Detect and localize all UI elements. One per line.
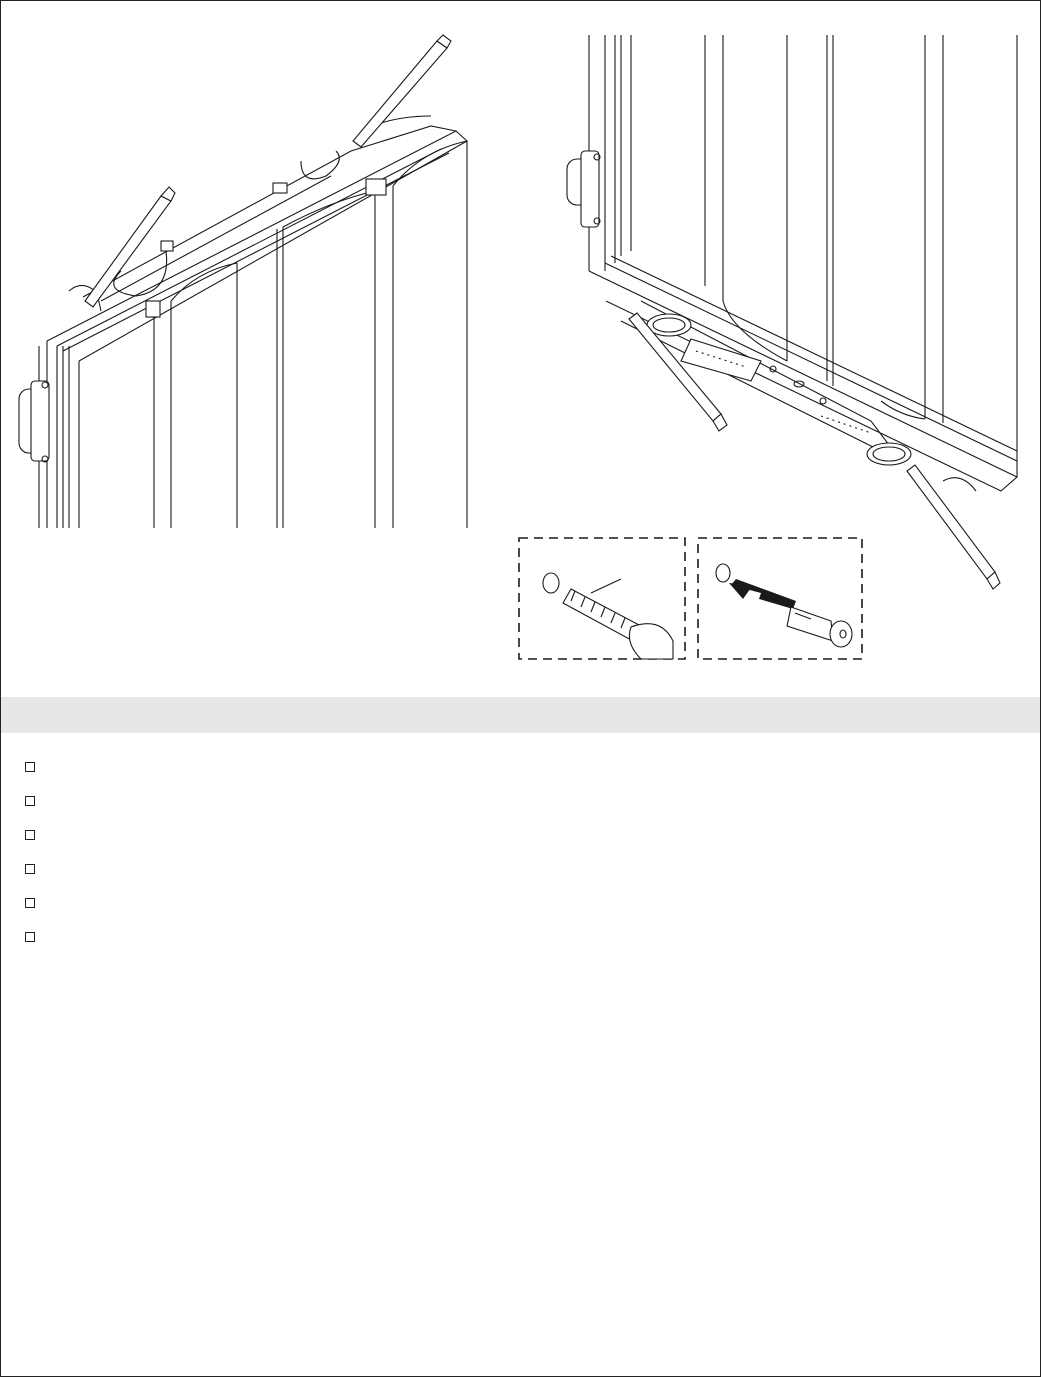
wall-anchor-detail: [698, 538, 862, 659]
illustrations: [1, 1, 1040, 696]
checklist-item: [25, 794, 35, 828]
checkbox-icon[interactable]: [25, 762, 35, 772]
checkbox-icon[interactable]: [25, 796, 35, 806]
checkbox-icon[interactable]: [25, 932, 35, 942]
section-header-band: [1, 697, 1040, 733]
drill-bit-detail: [519, 538, 685, 659]
checklist-item: [25, 862, 35, 896]
checklist-item: [25, 896, 35, 930]
checklist: [25, 760, 35, 964]
checkbox-icon[interactable]: [25, 830, 35, 840]
checklist-item: [25, 760, 35, 794]
checkbox-icon[interactable]: [25, 898, 35, 908]
checklist-item: [25, 828, 35, 862]
shower-panel-bottom-installation: [567, 35, 1017, 589]
checkbox-icon[interactable]: [25, 864, 35, 874]
shower-panel-top-installation: [19, 35, 467, 528]
checklist-item: [25, 930, 35, 964]
